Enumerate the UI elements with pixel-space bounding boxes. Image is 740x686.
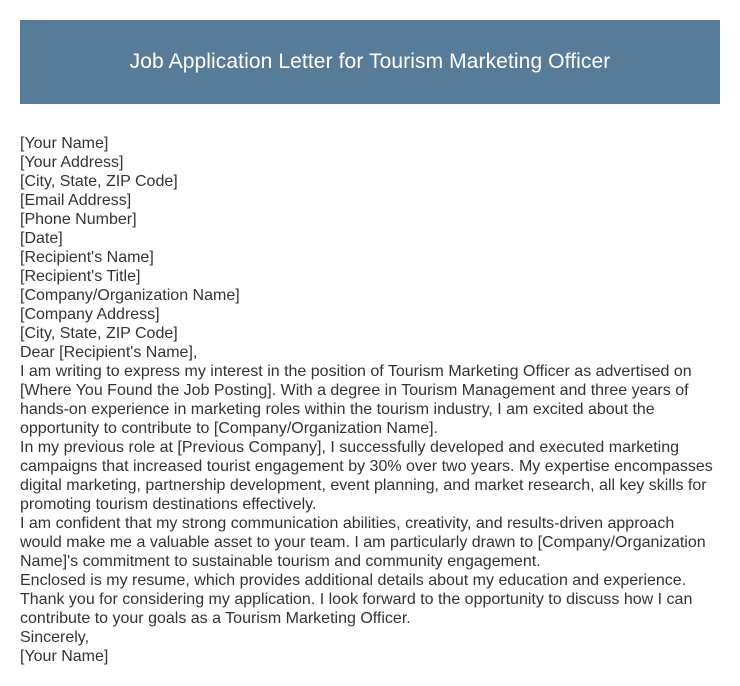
sender-address: [Your Address] — [20, 154, 124, 171]
paragraph-line: would make me a valuable asset to your team. I am particularly drawn to [Company/Organization — [20, 534, 706, 551]
paragraph-line: opportunity to contribute to [Company/Organization Name]. — [20, 420, 438, 437]
letter-body — [20, 134, 720, 666]
recipient-address: [Company Address] — [20, 306, 160, 323]
paragraph-line: [Where You Found the Job Posting]. With a degree in Tourism Management and three years of — [20, 382, 689, 399]
recipient-city-state-zip: [City, State, ZIP Code] — [20, 325, 178, 342]
paragraph-line: contribute to your goals as a Tourism Marketing Officer. — [20, 610, 411, 627]
paragraph-line: promoting tourism destinations effectively. — [20, 496, 317, 513]
signature-name: [Your Name] — [20, 648, 109, 665]
paragraph-line: digital marketing, partnership development, event planning, and market research, all key skills for — [20, 477, 707, 494]
paragraph-intro — [20, 362, 720, 438]
paragraph-confidence — [20, 514, 720, 571]
paragraph-line: Enclosed is my resume, which provides additional details about my education and experience. — [20, 572, 687, 589]
page-title: Job Application Letter for Tourism Marketing Officer — [129, 50, 611, 73]
sender-city-state-zip: [City, State, ZIP Code] — [20, 173, 178, 190]
paragraph-line: I am confident that my strong communication abilities, creativity, and results-driven approach — [20, 515, 675, 532]
recipient-company: [Company/Organization Name] — [20, 287, 240, 304]
paragraph-line: hands-on experience in marketing roles within the tourism industry, I am excited about the — [20, 401, 655, 418]
paragraph-enclosure — [20, 571, 720, 590]
paragraph-line: In my previous role at [Previous Company], I successfully developed and executed marketing — [20, 439, 679, 456]
sender-email: [Email Address] — [20, 192, 132, 209]
recipient-title: [Recipient's Title] — [20, 268, 141, 285]
paragraph-line: Thank you for considering my application. I look forward to the opportunity to discuss how I can — [20, 591, 693, 608]
paragraph-line: campaigns that increased tourist engagement by 30% over two years. My expertise encompasses — [20, 458, 713, 475]
salutation: Dear [Recipient's Name], — [20, 344, 198, 361]
recipient-name: [Recipient's Name] — [20, 249, 154, 266]
title-banner — [20, 20, 720, 104]
sender-phone: [Phone Number] — [20, 211, 137, 228]
paragraph-line: Name]'s commitment to sustainable tourism and community engagement. — [20, 553, 541, 570]
letter-date: [Date] — [20, 230, 63, 247]
paragraph-experience — [20, 438, 720, 514]
closing: Sincerely, — [20, 629, 90, 646]
paragraph-thanks — [20, 590, 720, 628]
sender-name: [Your Name] — [20, 135, 109, 152]
paragraph-line: I am writing to express my interest in the position of Tourism Marketing Officer as advertised on — [20, 363, 692, 380]
